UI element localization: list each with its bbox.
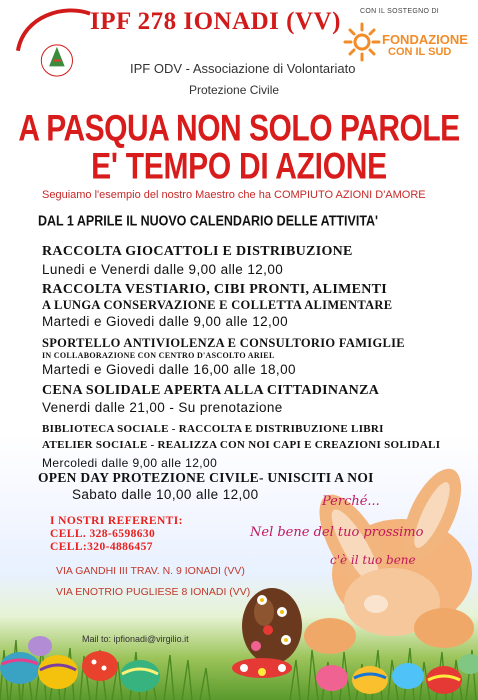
easter-egg-icon xyxy=(232,588,302,678)
eggs-right xyxy=(316,654,478,694)
fondazione-sun-icon xyxy=(342,20,382,64)
activity-schedule: Sabato dalle 10,00 alle 12,00 xyxy=(72,487,259,502)
motto-line-3: c'è il tuo bene xyxy=(330,553,416,567)
headline-2: E' TEMPO DI AZIONE xyxy=(91,146,387,188)
activity-title: RACCOLTA GIOCATTOLI E DISTRIBUZIONE xyxy=(42,244,353,259)
sponsor-name: FONDAZIONE xyxy=(382,32,468,47)
email-link[interactable]: Mail to: ipfionadi@virgilio.it xyxy=(82,634,189,644)
activity-title-2: ATELIER SOCIALE - REALIZZA CON NOI CAPI E CREAZIONI SOLIDALI xyxy=(42,439,441,451)
activity-title-2: A LUNGA CONSERVAZIONE E COLLETTA ALIMENTARE xyxy=(42,298,393,312)
activity-title: CENA SOLIDALE APERTA ALLA CITTADINANZA xyxy=(42,383,380,398)
eggs-left xyxy=(0,636,160,692)
activity-title: BIBLIOTECA SOCIALE - RACCOLTA E DISTRIBUZIONE LIBRI xyxy=(42,423,384,435)
sponsor-caption: CON IL SOSTEGNO DI xyxy=(360,8,440,15)
phone-number-2[interactable]: CELL:320-4886457 xyxy=(50,541,153,553)
tagline: Seguiamo l'esempio del nostro Maestro che ha COMPIUTO AZIONI D'AMORE xyxy=(42,189,426,201)
activity-schedule: Mercoledi dalle 9,00 alle 12,00 xyxy=(42,456,218,470)
address: VIA GANDHI III TRAV. N. 9 IONADI (VV) xyxy=(56,565,245,577)
activity-schedule: Venerdi dalle 21,00 - Su prenotazione xyxy=(42,400,283,415)
activity-title: OPEN DAY PROTEZIONE CIVILE- UNISCITI A NOI xyxy=(38,470,374,485)
phone-number[interactable]: CELL. 328-6598630 xyxy=(50,528,156,540)
org-subtitle: IPF ODV - Associazione di Volontariato xyxy=(130,61,356,76)
address-2: VIA ENOTRIO PUGLIESE 8 IONADI (VV) xyxy=(56,586,251,598)
pf-logo-icon xyxy=(14,2,92,80)
activity-title: RACCOLTA VESTIARIO, CIBI PRONTI, ALIMENTI xyxy=(42,282,388,297)
activity-note: IN COLLABORAZIONE CON CENTRO D'ASCOLTO ARIEL xyxy=(42,351,275,360)
motto-line-1: Perché... xyxy=(322,494,380,509)
headline-1: A PASQUA NON SOLO PAROLE xyxy=(18,108,460,150)
calendar-intro: DAL 1 APRILE IL NUOVO CALENDARIO DELLE ATTIVITA' xyxy=(38,213,379,230)
org-title: IPF 278 IONADI (VV) xyxy=(90,8,341,35)
activity-schedule: Martedi e Giovedi dalle 16,00 alle 18,00 xyxy=(42,362,296,377)
contacts-heading: I NOSTRI REFERENTI: xyxy=(50,515,183,527)
activity-title: SPORTELLO ANTIVIOLENZA E CONSULTORIO FAMIGLIE xyxy=(42,336,405,350)
activity-schedule: Lunedi e Venerdi dalle 9,00 alle 12,00 xyxy=(42,262,284,277)
activity-schedule: Martedi e Giovedi dalle 9,00 alle 12,00 xyxy=(42,314,288,329)
sponsor-name-2: CON IL SUD xyxy=(388,46,452,58)
org-subtitle-2: Protezione Civile xyxy=(189,83,280,97)
motto-line-2: Nel bene del tuo prossimo xyxy=(250,525,424,540)
